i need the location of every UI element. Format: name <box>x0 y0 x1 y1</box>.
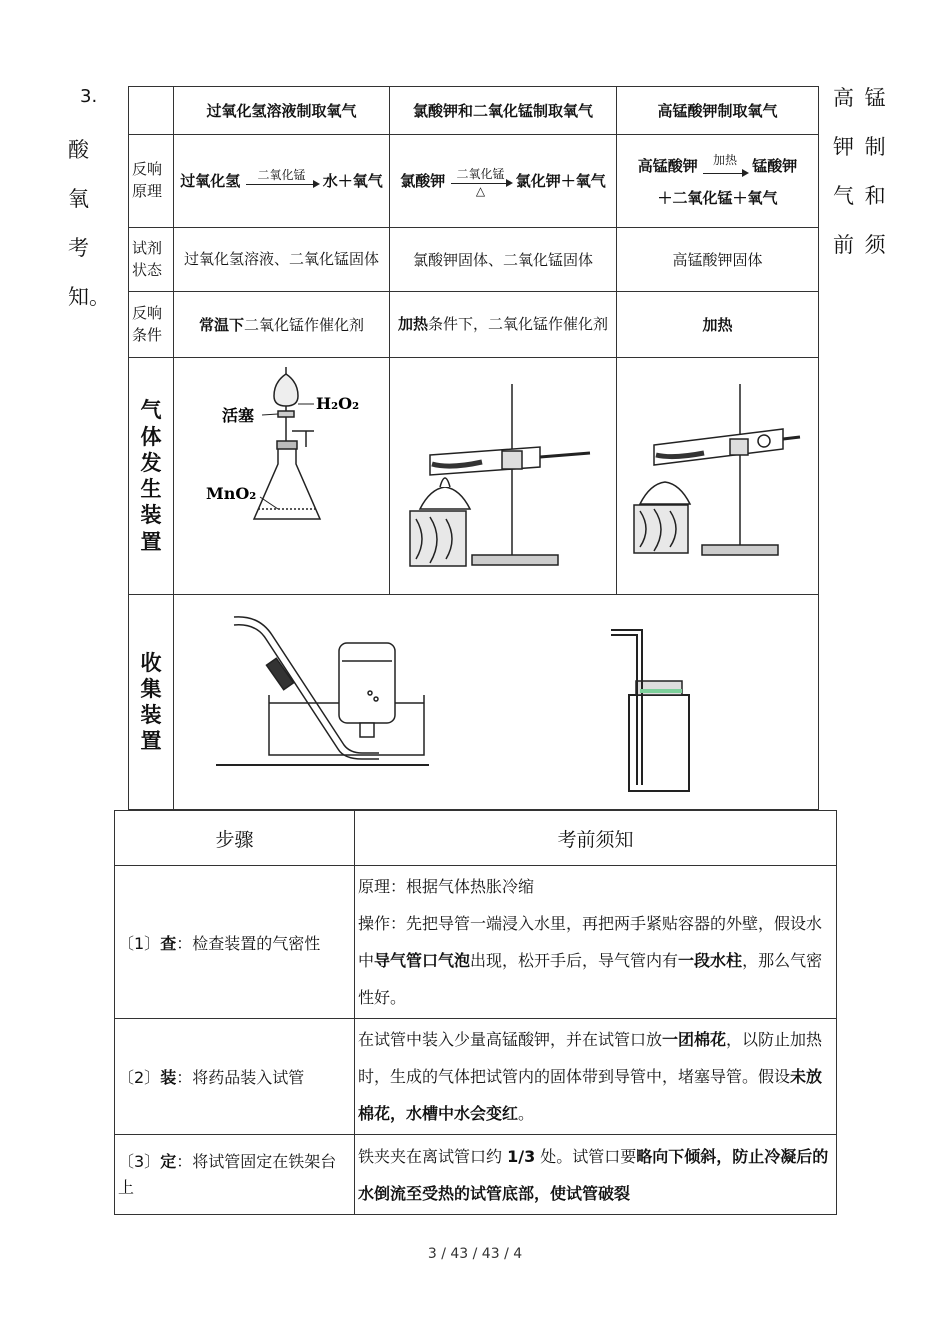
corner-cell <box>129 87 174 135</box>
note-text: 铁夹夹在离试管口约 <box>358 1146 508 1166</box>
label-principle: 反响原理 <box>129 135 174 228</box>
condition-kmno4: 加热 <box>617 292 819 358</box>
header-kclo3: 氯酸钾和二氧化锰制取氧气 <box>390 87 617 135</box>
cond-rest: 二氧化锰作催化剂 <box>244 316 365 334</box>
collect-label-text: 收 集 装 置 <box>140 650 162 754</box>
reactant: 过氧化氢 <box>180 171 241 190</box>
note-1 <box>355 866 837 1019</box>
reactant: 高锰酸钾 <box>637 157 698 176</box>
side-right-line-4: 前 须 <box>833 233 888 257</box>
note-bold: 一团棉花 <box>662 1030 727 1049</box>
heating-apparatus-diagram <box>618 359 818 589</box>
condition-kclo3 <box>390 292 617 358</box>
principle-h2o2 <box>174 135 390 228</box>
separatory-flask-diagram <box>174 359 389 589</box>
page-footer: 3 / 43 / 43 / 4 <box>427 1246 523 1262</box>
header-h2o2: 过氧化氢溶液制取氧气 <box>174 87 390 135</box>
header-steps: 步骤 <box>115 811 355 866</box>
product-1: 锰酸钾 <box>752 157 798 176</box>
principle-kmno4 <box>617 135 819 228</box>
collection-images <box>174 595 819 810</box>
header-kmno4: 高锰酸钾制取氧气 <box>617 87 819 135</box>
product-2: ＋二氧化锰＋氧气 <box>657 189 778 208</box>
note-text: ，以防止加热时，生成的气体把试管内的固体带到导管中，堵塞导管。假设 <box>358 1030 823 1086</box>
step-num: 〔3〕 <box>118 1151 161 1171</box>
step-rest: ：检查装置的气密性 <box>176 933 321 953</box>
label-condition: 反响条件 <box>129 292 174 358</box>
apparatus-kmno4 <box>617 358 819 595</box>
side-left-char-1: 酸 <box>68 138 89 162</box>
header-notes: 考前须知 <box>355 811 837 866</box>
note-text: 在试管中装入少量高锰酸钾，并在试管口放 <box>358 1030 663 1049</box>
step-num: 〔2〕 <box>118 1068 161 1087</box>
label-mno2: MnO₂ <box>206 484 257 503</box>
arrow-condition-bottom: △ <box>475 183 486 198</box>
apparatus-h2o2 <box>174 358 390 595</box>
label-apparatus <box>129 358 174 595</box>
reaction-arrow <box>451 165 511 198</box>
apparatus-label-text: 气 体 发 生 装 置 <box>140 398 162 554</box>
arrow-condition: 加热 <box>712 153 737 168</box>
side-right-line-2: 钾 制 <box>833 135 888 159</box>
step-1 <box>115 866 355 1019</box>
state-kmno4: 高锰酸钾固体 <box>617 228 819 292</box>
step-key: 查 <box>160 933 177 953</box>
side-left-char-4: 知。 <box>68 285 110 309</box>
note-text: ，那么气密性好。 <box>358 951 823 1007</box>
note-bold: 略向下倾斜，防止冷凝后的水倒流至受热的试管底部，使试管破裂 <box>358 1146 829 1203</box>
label-state: 试剂状态 <box>129 228 174 292</box>
oxygen-methods-table <box>128 86 819 810</box>
note-text: 处。试管口要 <box>535 1146 637 1166</box>
cond-rest: 条件下，二氧化锰作催化剂 <box>428 314 609 333</box>
reaction-arrow <box>703 149 747 184</box>
reactant: 氯酸钾 <box>400 171 446 190</box>
step-key: 装 <box>160 1068 177 1087</box>
note-bold: 一段水柱 <box>678 951 743 970</box>
step-2 <box>115 1019 355 1135</box>
note-text: 出现，松开手后，导气管内有 <box>470 951 679 970</box>
step-key: 定 <box>160 1151 177 1171</box>
arrow-condition: 二氧化锰 <box>257 167 306 182</box>
step-3 <box>115 1135 355 1215</box>
products: 氯化钾＋氧气 <box>515 171 606 190</box>
note-bold: 1/3 <box>507 1146 536 1166</box>
section-number: 3. <box>80 86 98 107</box>
note-line: 原理：根据气体热胀冷缩 <box>358 877 535 896</box>
products: 水＋氧气 <box>322 171 383 190</box>
heating-apparatus-diagram <box>390 359 616 589</box>
note-text: 。 <box>518 1104 535 1123</box>
step-num: 〔1〕 <box>118 933 161 953</box>
reaction-arrow <box>246 166 318 197</box>
side-left-char-2: 氧 <box>68 187 89 211</box>
cond-bold: 常温下 <box>198 316 244 334</box>
collection-diagrams <box>174 595 814 805</box>
note-3 <box>355 1135 837 1215</box>
arrow-condition-top: 二氧化锰 <box>456 166 505 181</box>
note-bold: 导气管口气泡 <box>374 951 471 970</box>
label-stopcock: 活塞 <box>222 406 255 425</box>
note-bold: 未放棉花，水槽中水会变红 <box>358 1067 823 1123</box>
side-right-line-3: 气 和 <box>833 184 888 208</box>
label-h2o2: H₂O₂ <box>316 394 360 413</box>
step-rest: ：将试管固定在铁架台上 <box>118 1151 337 1197</box>
condition-h2o2 <box>174 292 390 358</box>
side-right-line-1: 高 锰 <box>833 86 888 110</box>
principle-kclo3 <box>390 135 617 228</box>
state-kclo3: 氯酸钾固体、二氧化锰固体 <box>390 228 617 292</box>
label-collect <box>129 595 174 810</box>
step-rest: ：将药品装入试管 <box>176 1068 305 1087</box>
steps-table <box>114 810 837 1215</box>
note-text: 操作：先把导管一端浸入水里，再把两手紧贴容器的外壁，假设水中 <box>358 914 823 970</box>
state-h2o2: 过氧化氢溶液、二氧化锰固体 <box>174 228 390 292</box>
apparatus-kclo3 <box>390 358 617 595</box>
side-left-char-3: 考 <box>68 236 89 260</box>
note-2 <box>355 1019 837 1135</box>
cond-bold: 加热 <box>397 314 428 333</box>
